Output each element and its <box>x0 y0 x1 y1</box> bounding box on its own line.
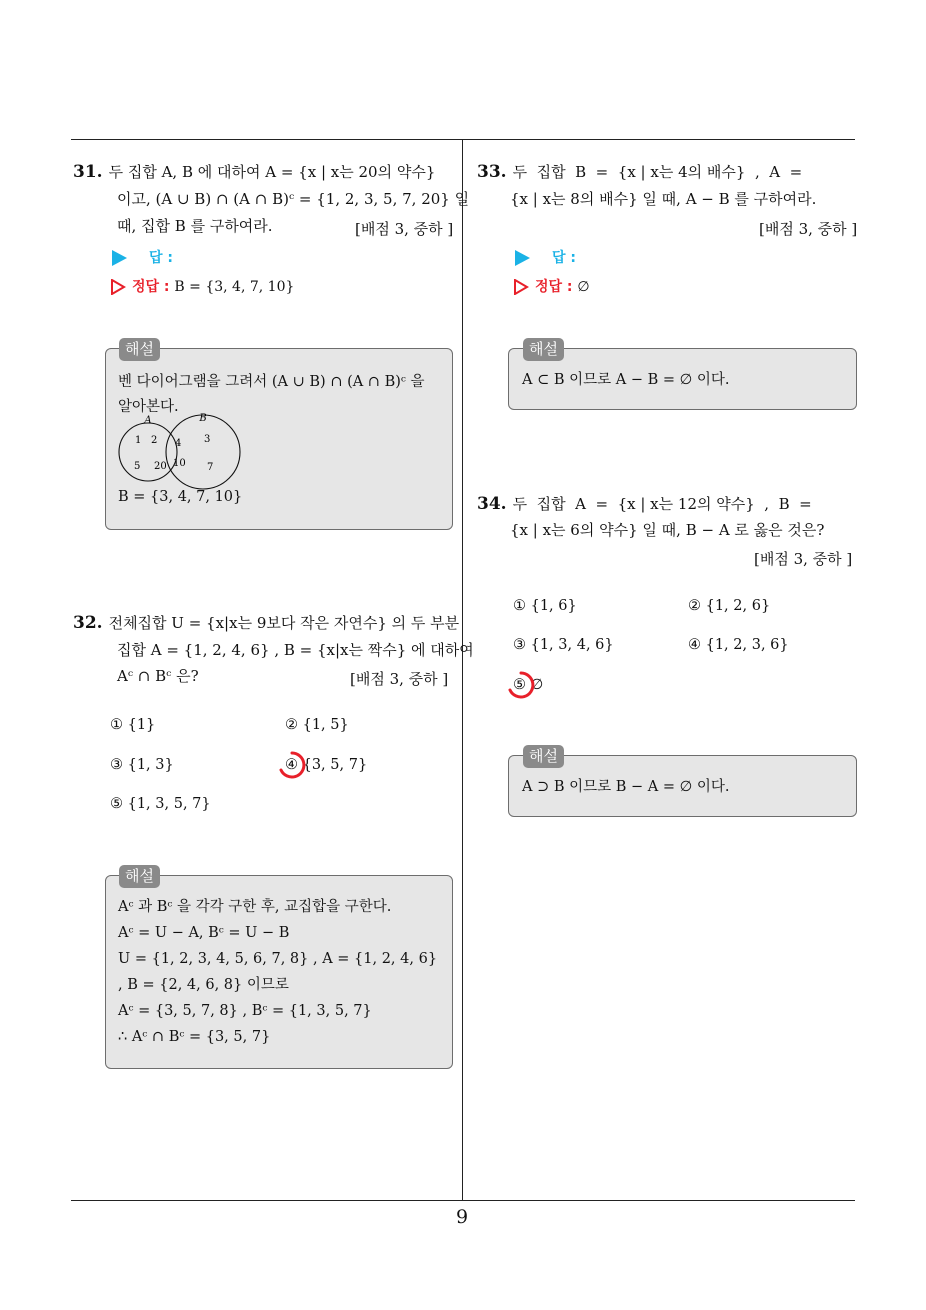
q34-choice-4[interactable]: ④ {1, 2, 3, 6} <box>688 637 789 653</box>
q31-correct-row: 정답 : B = {3, 4, 7, 10} <box>110 276 294 296</box>
venn-element: 10 <box>173 458 186 469</box>
venn-element: 7 <box>207 462 214 473</box>
venn-set-a <box>119 423 177 481</box>
play-icon <box>515 250 530 266</box>
q33-number: 33. <box>477 162 507 182</box>
q33-correct-row: 정답 : ∅ <box>513 276 590 296</box>
venn-label-a: A <box>144 415 152 426</box>
q32-choice-5[interactable]: ⑤ {1, 3, 5, 7} <box>110 796 211 812</box>
q31-meta: [배점 3, 중하 ] <box>355 220 454 238</box>
q31-exp-result: B = {3, 4, 7, 10} <box>118 489 243 505</box>
q34-choice-1[interactable]: ① {1, 6} <box>513 598 577 614</box>
q33-line-1: 33. 두 집합 B = {x | x는 4의 배수} , A = <box>477 162 803 182</box>
q32-exp-line-5: Aᶜ = {3, 5, 7, 8} , Bᶜ = {1, 3, 5, 7} <box>118 1003 372 1019</box>
q32-choice-1[interactable]: ① {1} <box>110 717 156 733</box>
bottom-rule <box>71 1200 855 1201</box>
q34-line-1: 34. 두 집합 A = {x | x는 12의 약수} , B = <box>477 494 812 514</box>
venn-element: 20 <box>154 461 167 472</box>
q32-line-3: Aᶜ ∩ Bᶜ 은? <box>117 667 199 685</box>
q31-number: 31. <box>73 162 103 182</box>
q34-choice-3[interactable]: ③ {1, 3, 4, 6} <box>513 637 614 653</box>
answer-circle-mark <box>506 670 536 700</box>
answer-circle-mark <box>277 750 307 780</box>
q33-answer-row: 답 : <box>515 247 576 267</box>
page-number: 9 <box>456 1206 469 1228</box>
q31-line-2: 이고, (A ∪ B) ∩ (A ∩ B)ᶜ = {1, 2, 3, 5, 7, 20} 일 <box>117 190 470 208</box>
q33-exp-line-1: A ⊂ B 이므로 A − B = ∅ 이다. <box>522 372 730 388</box>
q31-exp-line-2: 알아본다. <box>118 399 179 415</box>
q32-line-1: 32. 전체집합 U = {x|x는 9보다 작은 자연수} 의 두 부분 <box>73 613 460 633</box>
q34-choice-2[interactable]: ② {1, 2, 6} <box>688 598 771 614</box>
q33-correct-value: ∅ <box>577 279 590 295</box>
q31-correct-value: B = {3, 4, 7, 10} <box>174 279 295 295</box>
q33-line-2: {x | x는 8의 배수} 일 때, A − B 를 구하여라. <box>510 190 817 208</box>
q32-choice-2[interactable]: ② {1, 5} <box>285 717 349 733</box>
play-outline-icon <box>110 279 126 295</box>
q34-meta: [배점 3, 중하 ] <box>754 550 853 568</box>
venn-diagram <box>112 410 247 495</box>
q32-exp-line-6: ∴ Aᶜ ∩ Bᶜ = {3, 5, 7} <box>118 1029 271 1045</box>
q31-answer-row: 답 : <box>112 247 173 267</box>
q34-explanation-tag: 해설 <box>523 745 564 768</box>
q32-number: 32. <box>73 613 103 633</box>
q32-exp-line-3: U = {1, 2, 3, 4, 5, 6, 7, 8} , A = {1, 2, 4, 6} <box>118 951 438 967</box>
q32-line-2: 집합 A = {1, 2, 4, 6} , B = {x|x는 짝수} 에 대하여 <box>117 641 474 659</box>
q32-exp-line-2: Aᶜ = U − A, Bᶜ = U − B <box>118 925 290 941</box>
venn-element: 2 <box>151 435 158 446</box>
q34-number: 34. <box>477 494 507 514</box>
q34-exp-line-1: A ⊃ B 이므로 B − A = ∅ 이다. <box>522 779 730 795</box>
q34-line-2: {x | x는 6의 약수} 일 때, B − A 로 옳은 것은? <box>510 521 825 539</box>
venn-element: 4 <box>175 438 182 449</box>
play-icon <box>112 250 127 266</box>
q31-line-3: 때, 집합 B 를 구하여라. <box>117 217 273 235</box>
q32-choice-3[interactable]: ③ {1, 3} <box>110 757 174 773</box>
venn-element: 5 <box>134 461 141 472</box>
q32-explanation-tag: 해설 <box>119 865 160 888</box>
column-divider <box>462 139 463 1201</box>
q32-meta: [배점 3, 중하 ] <box>350 670 449 688</box>
q34-choice-5[interactable]: ⑤ ∅ <box>513 677 544 693</box>
q31-exp-line-1: 벤 다이어그램을 그려서 (A ∪ B) ∩ (A ∩ B)ᶜ 을 <box>118 374 425 390</box>
q31-explanation-tag: 해설 <box>119 338 160 361</box>
q32-choice-4[interactable]: ④ {3, 5, 7} <box>285 757 368 773</box>
venn-element: 3 <box>204 434 211 445</box>
q33-meta: [배점 3, 중하 ] <box>759 220 858 238</box>
q32-exp-line-1: Aᶜ 과 Bᶜ 을 각각 구한 후, 교집합을 구한다. <box>118 899 392 915</box>
q33-explanation-tag: 해설 <box>523 338 564 361</box>
play-outline-icon <box>513 279 529 295</box>
q32-exp-line-4: , B = {2, 4, 6, 8} 이므로 <box>118 977 289 993</box>
venn-element: 1 <box>135 435 142 446</box>
top-rule <box>71 139 855 140</box>
q31-line-1: 31. 두 집합 A, B 에 대하여 A = {x | x는 20의 약수} <box>73 162 436 182</box>
venn-label-b: B <box>199 413 207 424</box>
